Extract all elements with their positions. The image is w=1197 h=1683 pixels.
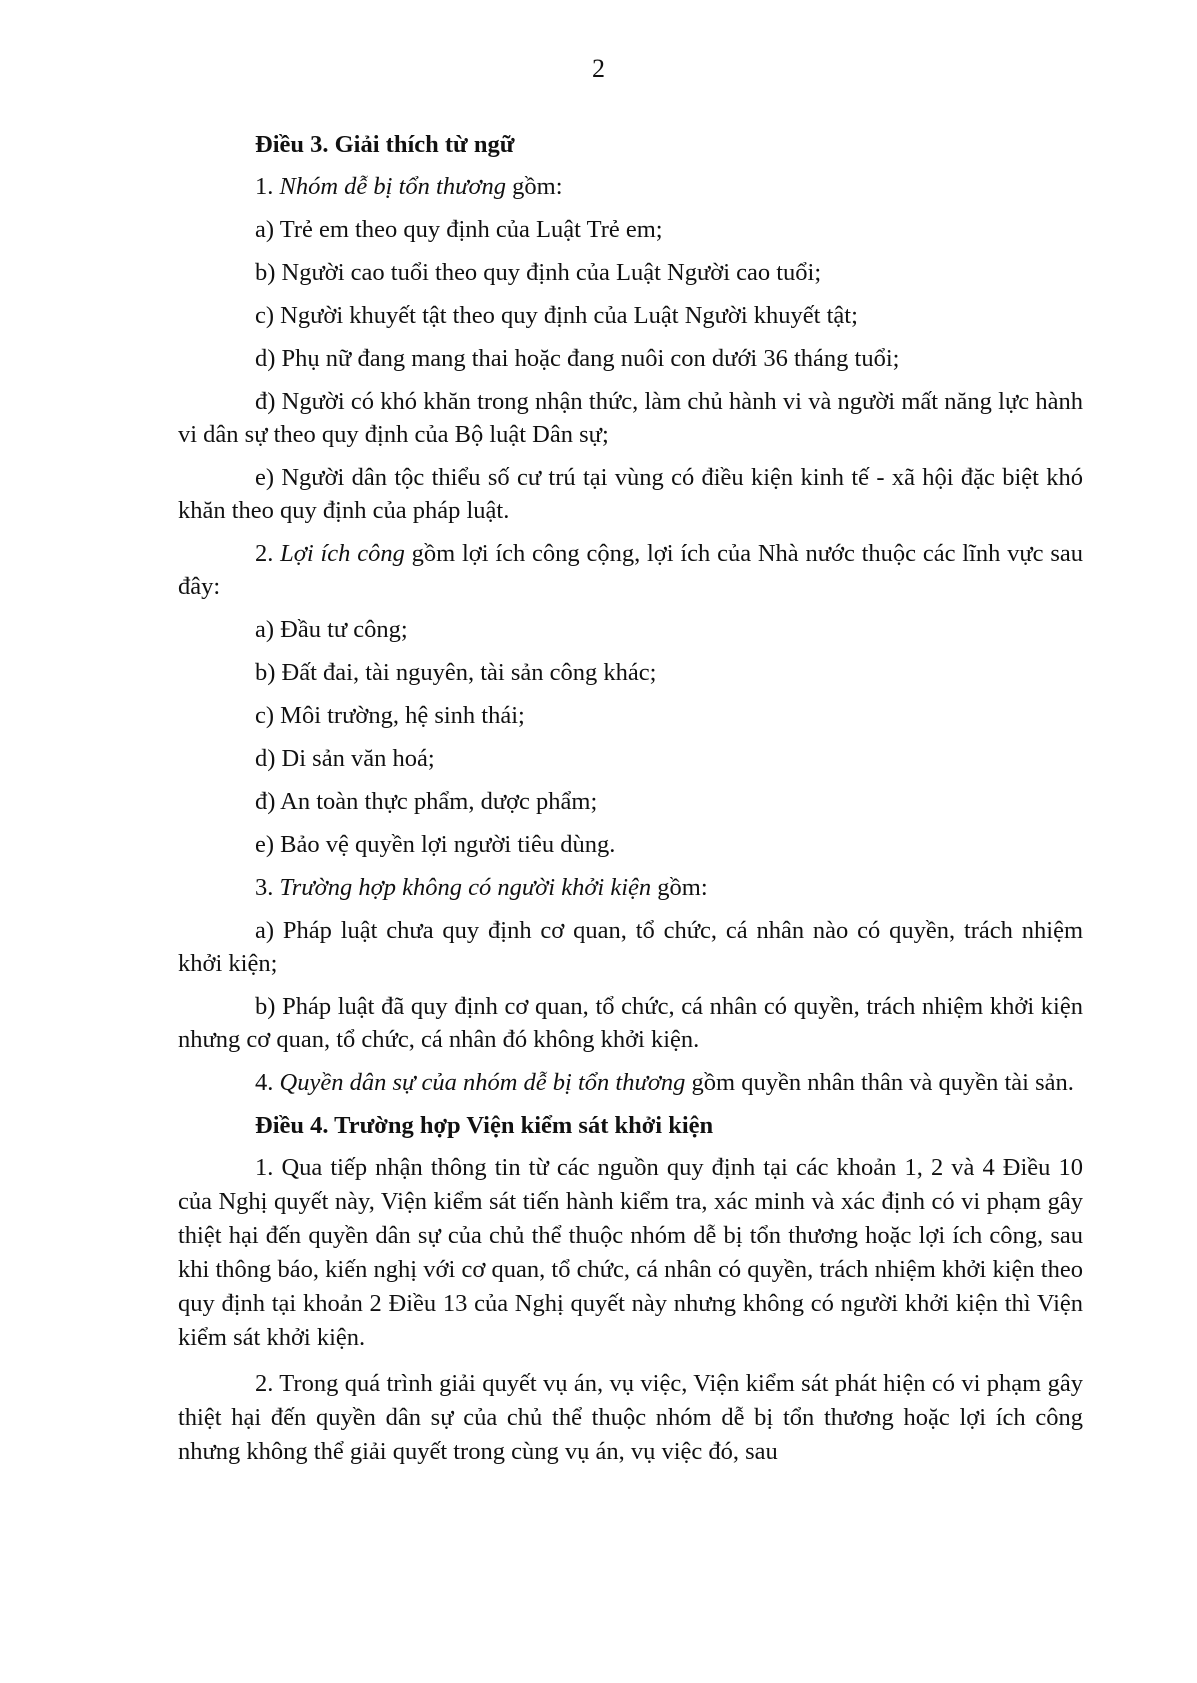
- list-item: d) Di sản văn hoá;: [255, 745, 435, 772]
- list-item: e) Bảo vệ quyền lợi người tiêu dùng.: [255, 831, 616, 858]
- defined-term: Lợi ích công: [280, 540, 405, 567]
- clause-1: [255, 170, 1083, 203]
- list-item: a) Pháp luật chưa quy định cơ quan, tổ chức, cá nhân nào có quyền, trách nhiệm khởi kiện;: [178, 917, 1083, 977]
- list-item: đ) Người có khó khăn trong nhận thức, làm chủ hành vi và người mất năng lực hành vi dân sự theo quy định của Bộ luật Dân sự;: [178, 388, 1083, 448]
- defined-term: Nhóm dễ bị tổn thương: [279, 173, 507, 200]
- clause-number: 4.: [255, 1069, 274, 1096]
- clause-number: 3.: [255, 874, 274, 901]
- list-item: a) Trẻ em theo quy định của Luật Trẻ em;: [255, 216, 663, 243]
- list-item: d) Phụ nữ đang mang thai hoặc đang nuôi con dưới 36 tháng tuổi;: [255, 345, 900, 372]
- article-4-heading: Điều 4. Trường hợp Viện kiểm sát khởi kiện: [255, 1112, 714, 1139]
- list-item: c) Môi trường, hệ sinh thái;: [255, 702, 525, 729]
- clause-number: 1.: [255, 173, 274, 200]
- list-item: đ) An toàn thực phẩm, dược phẩm;: [255, 788, 598, 815]
- clause-3: [255, 871, 1083, 904]
- article-4-paragraph: 2. Trong quá trình giải quyết vụ án, vụ việc, Viện kiểm sát phát hiện có vi phạm gây thiệt hại đến quyền dân sự của chủ thể thuộc nhóm dễ bị tổn thương hoặc lợi ích công nhưng không thể giải quyết trong cùng vụ án, vụ việc đó, sau: [178, 1370, 1083, 1465]
- clause-text: gồm lợi ích công cộng, lợi ích của Nhà nước thuộc các lĩnh vực sau đây:: [178, 540, 1084, 600]
- defined-term: Quyền dân sự của nhóm dễ bị tổn thương: [279, 1069, 686, 1096]
- clause-4: [178, 1066, 1083, 1099]
- list-item: b) Người cao tuổi theo quy định của Luật Người cao tuổi;: [255, 259, 822, 286]
- list-item: c) Người khuyết tật theo quy định của Luật Người khuyết tật;: [255, 302, 858, 329]
- article-3-heading: Điều 3. Giải thích từ ngữ: [255, 131, 515, 158]
- document-body: [178, 128, 1083, 1481]
- list-item: b) Pháp luật đã quy định cơ quan, tổ chức, cá nhân có quyền, trách nhiệm khởi kiện nhưng cơ quan, tổ chức, cá nhân đó không khởi kiện.: [178, 993, 1083, 1053]
- article-4-paragraph: 1. Qua tiếp nhận thông tin từ các nguồn quy định tại các khoản 1, 2 và 4 Điều 10 của Nghị quyết này, Viện kiểm sát tiến hành kiểm tra, xác minh và xác định có vi phạm gây thiệt hại đến quyền dân sự của chủ thể thuộc nhóm dễ bị tổn thương hoặc lợi ích công, sau khi thông báo, kiến nghị với cơ quan, tổ chức, cá nhân có quyền, trách nhiệm khởi kiện theo quy định tại khoản 2 Điều 13 của Nghị quyết này nhưng không có người khởi kiện thì Viện kiểm sát khởi kiện.: [178, 1154, 1083, 1351]
- clause-number: 2.: [255, 540, 274, 567]
- page-number: 2: [592, 54, 605, 83]
- list-item: a) Đầu tư công;: [255, 616, 408, 643]
- clause-text: gồm:: [657, 874, 708, 901]
- list-item: b) Đất đai, tài nguyên, tài sản công khác;: [255, 659, 657, 686]
- list-item: e) Người dân tộc thiểu số cư trú tại vùng có điều kiện kinh tế - xã hội đặc biệt khó khăn theo quy định của pháp luật.: [178, 464, 1083, 524]
- clause-text: gồm quyền nhân thân và quyền tài sản.: [691, 1069, 1074, 1096]
- clause-text: gồm:: [512, 173, 563, 200]
- defined-term: Trường hợp không có người khởi kiện: [279, 874, 652, 901]
- clause-2: [178, 537, 1083, 603]
